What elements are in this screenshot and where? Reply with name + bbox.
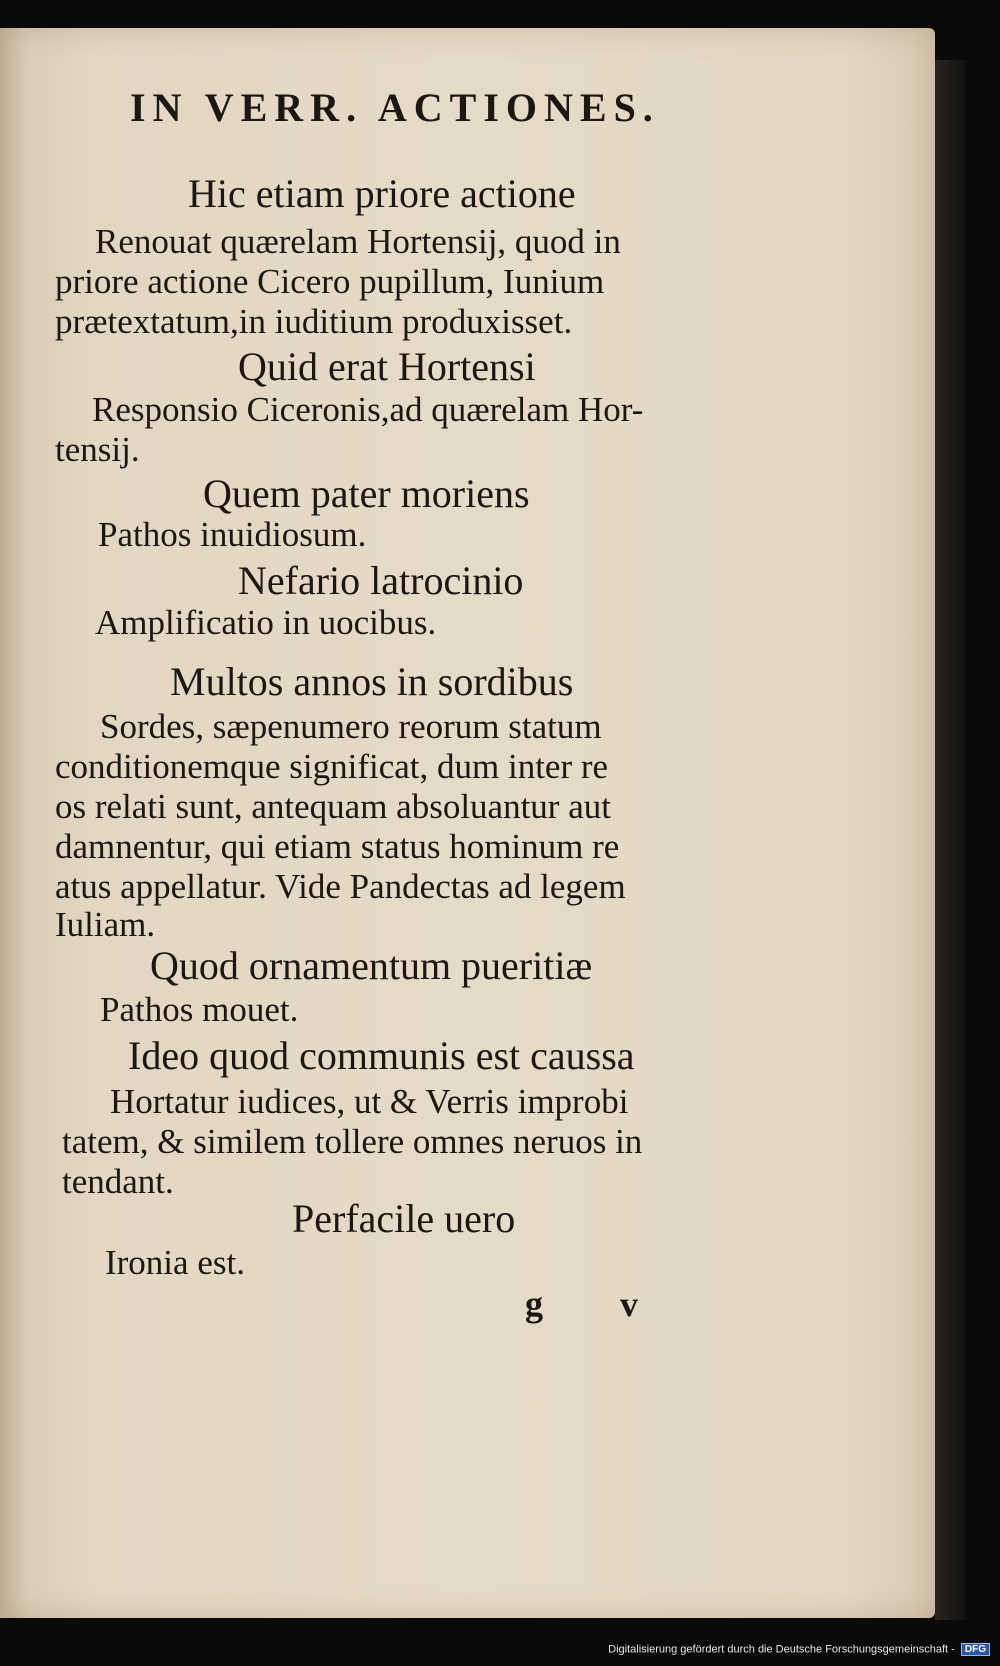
footer-text: Digitalisierung gefördert durch die Deutsche Forschungsgemeinschaft - bbox=[608, 1643, 955, 1656]
comment-line: damnentur, qui etiam status hominum re bbox=[55, 827, 620, 866]
lemma-heading: Perfacile uero bbox=[292, 1196, 516, 1241]
comment-line: Pathos mouet. bbox=[100, 990, 299, 1029]
lemma-heading: Hic etiam priore actione bbox=[188, 171, 576, 216]
lemma-heading: Quid erat Hortensi bbox=[238, 344, 536, 389]
lemma-heading: Multos annos in sordibus bbox=[170, 659, 574, 704]
comment-line: atus appellatur. Vide Pandectas ad legem bbox=[55, 867, 626, 906]
comment-line: Amplificatio in uocibus. bbox=[95, 603, 437, 642]
comment-line: tatem, & similem tollere omnes neruos in bbox=[62, 1122, 643, 1161]
comment-line: Renouat quærelam Hortensij, quod in bbox=[95, 222, 621, 261]
comment-line: os relati sunt, antequam absoluantur aut bbox=[55, 787, 611, 826]
comment-line: conditionemque significat, dum inter re bbox=[55, 747, 609, 786]
lemma-heading: Nefario latrocinio bbox=[238, 558, 524, 603]
comment-line: Ironia est. bbox=[105, 1243, 245, 1282]
comment-line: Hortatur iudices, ut & Verris improbi bbox=[110, 1082, 629, 1121]
comment-line: Iuliam. bbox=[55, 905, 156, 944]
comment-line: priore actione Cicero pupillum, Iunium bbox=[55, 262, 605, 301]
dfg-logo-icon: DFG bbox=[961, 1643, 990, 1656]
comment-line: Pathos inuidiosum. bbox=[98, 515, 367, 554]
signature-mark: g v bbox=[525, 1284, 672, 1324]
comment-line: tendant. bbox=[62, 1162, 174, 1201]
comment-line: Responsio Ciceronis,ad quærelam Hor- bbox=[92, 390, 644, 429]
lemma-heading: Quem pater moriens bbox=[203, 471, 530, 516]
lemma-heading: Ideo quod communis est caussa bbox=[128, 1033, 635, 1078]
comment-line: prætextatum,in iuditium produxisset. bbox=[55, 302, 573, 341]
comment-line: tensij. bbox=[55, 430, 140, 469]
running-head: IN VERR. ACTIONES. bbox=[130, 85, 660, 130]
lemma-heading: Quod ornamentum pueritiæ bbox=[150, 943, 593, 988]
comment-line: Sordes, sæpenumero reorum statum bbox=[100, 707, 602, 746]
page-edge bbox=[935, 60, 965, 1620]
digitization-footer bbox=[608, 1643, 990, 1656]
